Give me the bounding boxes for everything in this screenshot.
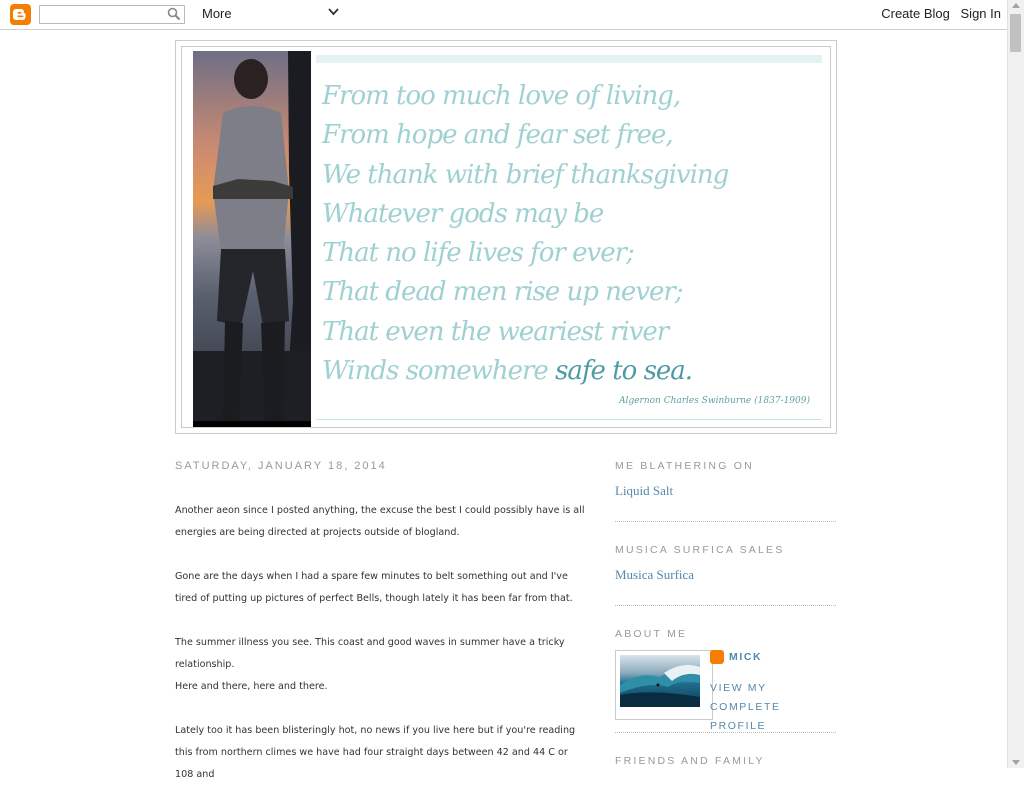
post-paragraph: Lately too it has been blisteringly hot, no news if you live here but if you're reading this from northern climes we have had four straight days between 42 and 44 C or 108 and xyxy=(175,725,576,780)
poem-line: From hope and fear set free, xyxy=(322,120,673,151)
poem-line-emphasis: safe to sea. xyxy=(555,356,693,387)
widget-title: ABOUT ME xyxy=(615,628,688,640)
poem-line: That dead men rise up never; xyxy=(322,277,683,308)
poem-line: We thank with brief thanksgiving xyxy=(322,159,729,190)
header-image[interactable] xyxy=(181,46,831,428)
profile-name[interactable]: MICK xyxy=(729,650,763,663)
post-paragraph: Gone are the days when I had a spare few minutes to belt something out and I've tired of putting up pictures of perfect Bells, though lately it has been far from that. xyxy=(175,571,573,604)
profile-block xyxy=(615,650,836,732)
decorative-lines xyxy=(316,55,822,63)
navbar-account-links xyxy=(874,6,1001,21)
create-blog-link[interactable]: Create Blog xyxy=(881,6,950,21)
sidebar xyxy=(615,452,836,767)
poem-attribution: Algernon Charles Swinburne (1837-1909) xyxy=(619,396,810,406)
header-divider xyxy=(316,419,822,420)
post-paragraph: Here and there, here and there. xyxy=(175,681,328,692)
widget-title-friends: FRIENDS AND FAMILY xyxy=(615,755,765,767)
scroll-down-arrow-icon[interactable] xyxy=(1012,760,1020,765)
view-profile-link[interactable]: VIEW MY COMPLETE PROFILE xyxy=(710,682,781,732)
post-paragraph: The summer illness you see. This coast and good waves in summer have a tricky relationship. xyxy=(175,637,565,670)
blogger-icon[interactable] xyxy=(10,4,31,25)
profile-photo[interactable] xyxy=(615,650,713,720)
post-date-header: SATURDAY, JANUARY 18, 2014 xyxy=(175,460,387,472)
poem-line-last xyxy=(322,352,728,391)
blogger-profile-icon xyxy=(710,650,724,664)
sign-in-link[interactable]: Sign In xyxy=(960,6,1001,21)
blogger-navbar xyxy=(0,0,1008,30)
main-column xyxy=(175,452,585,808)
widget-about-me xyxy=(615,628,836,733)
poem-line: Whatever gods may be xyxy=(322,198,604,229)
vertical-scrollbar[interactable] xyxy=(1007,0,1024,768)
profile-name-link[interactable] xyxy=(710,650,762,664)
poem-line: From too much love of living, xyxy=(322,81,681,111)
musica-surfica-link[interactable]: Musica Surfica xyxy=(615,567,695,582)
scroll-thumb[interactable] xyxy=(1010,14,1021,52)
post-paragraph: Another aeon since I posted anything, the excuse the best I could possibly have is all energies are being directed at projects outside of blogland. xyxy=(175,505,585,538)
header-poem xyxy=(322,77,728,391)
liquid-salt-link[interactable]: Liquid Salt xyxy=(615,483,674,498)
poem-line-last-start: Winds somewhere xyxy=(322,356,556,387)
search-field[interactable] xyxy=(39,5,185,24)
chevron-down-icon[interactable] xyxy=(328,8,339,16)
widget-title: MUSICA SURFICA SALES xyxy=(615,544,785,556)
widget-title: ME BLATHERING ON xyxy=(615,460,754,472)
search-input[interactable] xyxy=(40,7,168,24)
post-body xyxy=(175,500,585,786)
widget-blathering xyxy=(615,460,836,522)
more-menu[interactable]: More xyxy=(202,6,232,21)
scroll-up-arrow-icon[interactable] xyxy=(1012,3,1020,8)
poem-line: That even the weariest river xyxy=(322,316,669,347)
header-photo xyxy=(193,51,311,427)
search-icon[interactable] xyxy=(167,7,181,21)
widget-musica-surfica xyxy=(615,544,836,606)
poem-line: That no life lives for ever; xyxy=(322,238,634,269)
blog-header[interactable] xyxy=(175,40,837,434)
